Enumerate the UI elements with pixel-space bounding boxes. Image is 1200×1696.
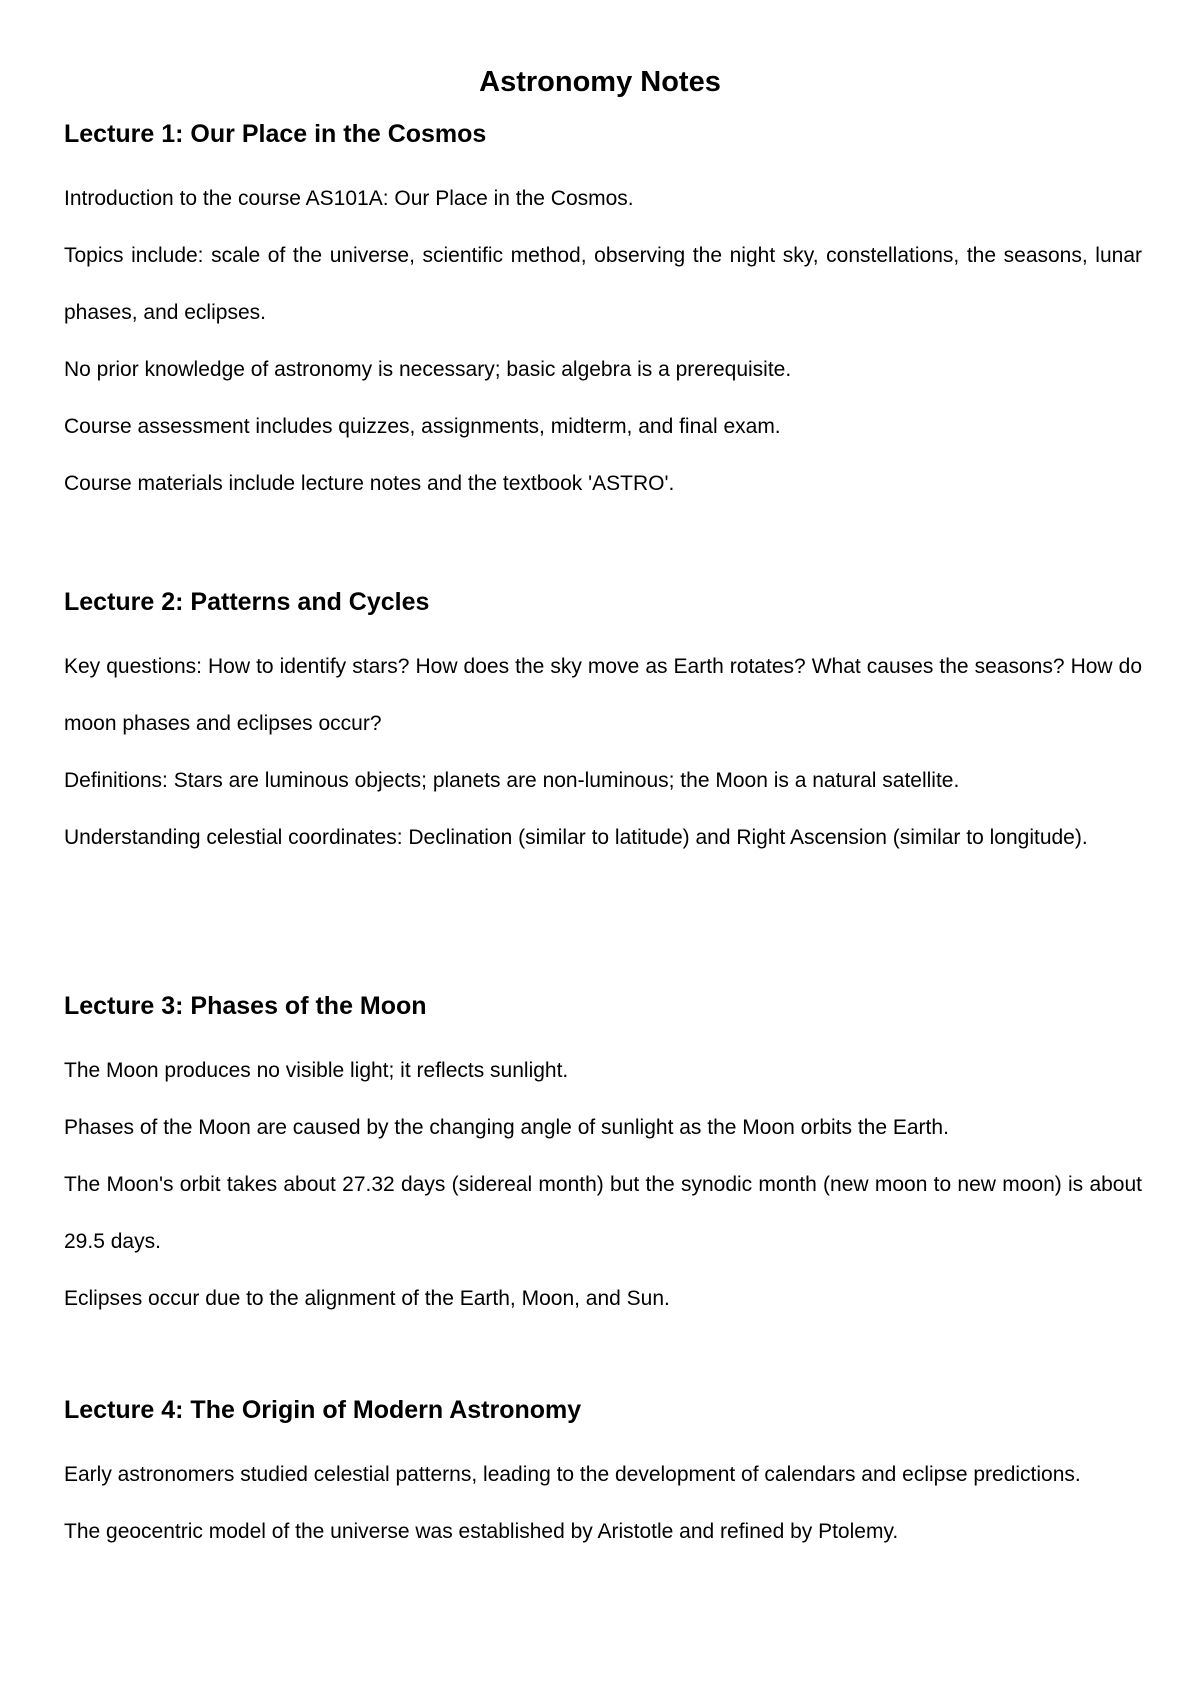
paragraph: No prior knowledge of astronomy is necessary; basic algebra is a prerequisite.: [64, 358, 792, 381]
paragraph: Definitions: Stars are luminous objects; planets are non-luminous; the Moon is a natural satellite.: [64, 769, 960, 792]
section-lecture-3: [64, 988, 1142, 1327]
section-heading: Lecture 3: Phases of the Moon: [64, 992, 427, 1020]
paragraph: Topics include: scale of the universe, scientific method, observing the night sky, constellations, the seasons, lunar phases, and eclipses.: [64, 244, 1142, 324]
document-title: Astronomy Notes: [479, 66, 721, 98]
section-heading: Lecture 4: The Origin of Modern Astronomy: [64, 1396, 582, 1424]
paragraph: Early astronomers studied celestial patterns, leading to the development of calendars and eclipse predictions.: [64, 1463, 1081, 1486]
paragraph: Understanding celestial coordinates: Declination (similar to latitude) and Right Ascension (similar to longitude).: [64, 826, 1088, 849]
section-heading: Lecture 1: Our Place in the Cosmos: [64, 120, 487, 148]
section-lecture-2: [64, 584, 1142, 866]
paragraph: Phases of the Moon are caused by the changing angle of sunlight as the Moon orbits the Earth.: [64, 1116, 949, 1139]
paragraph: Course assessment includes quizzes, assignments, midterm, and final exam.: [64, 415, 781, 438]
paragraph: The Moon's orbit takes about 27.32 days (sidereal month) but the synodic month (new moon to new moon) is about 29.5 days.: [64, 1173, 1142, 1253]
paragraph: Course materials include lecture notes and the textbook 'ASTRO'.: [64, 472, 675, 495]
paragraph: The Moon produces no visible light; it reflects sunlight.: [64, 1059, 569, 1082]
paragraph: Key questions: How to identify stars? How does the sky move as Earth rotates? What causes the seasons? How do moon phases and eclipses occur?: [64, 655, 1142, 735]
paragraph: Introduction to the course AS101A: Our Place in the Cosmos.: [64, 187, 634, 210]
section-lecture-1: [64, 116, 1142, 512]
paragraph: Eclipses occur due to the alignment of the Earth, Moon, and Sun.: [64, 1287, 670, 1310]
section-lecture-4: [64, 1392, 1142, 1560]
section-heading: Lecture 2: Patterns and Cycles: [64, 588, 430, 616]
paragraph: The geocentric model of the universe was established by Aristotle and refined by Ptolemy.: [64, 1520, 899, 1543]
